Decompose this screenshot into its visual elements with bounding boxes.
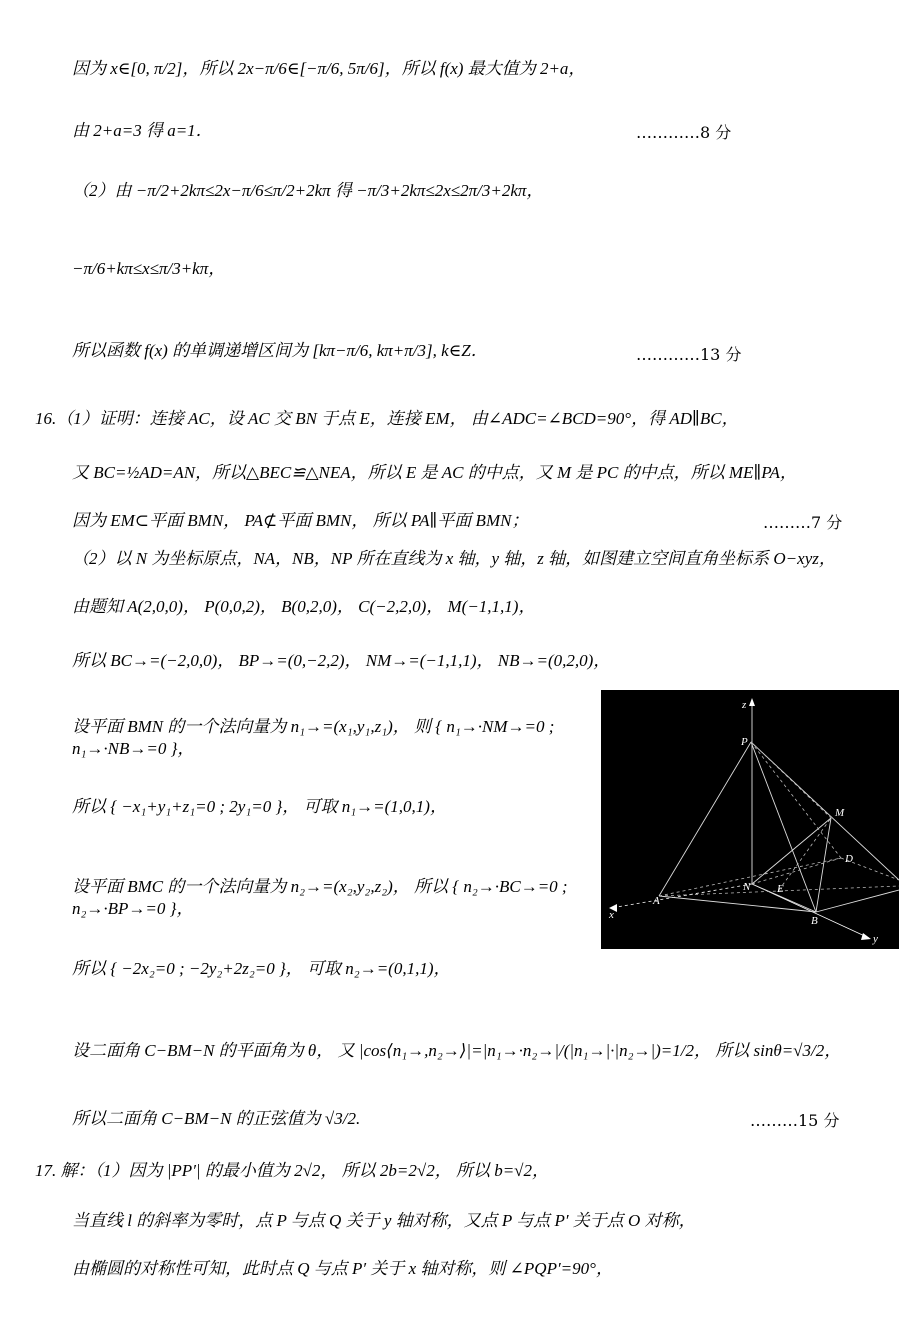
line-7: 又 BC=½AD=AN，所以△BEC≌△NEA，所以 E 是 AC 的中点，又 M 是 PC 的中点，所以 ME∥PA， — [72, 463, 797, 482]
edge-MN — [752, 818, 831, 884]
score-13: …………13 分 — [636, 345, 742, 364]
score-7: ………7 分 — [763, 513, 843, 532]
line-12: 设平面 BMN 的一个法向量为 n₁→=(x₁,y₁,z₁)， 则 { n₁→·NM→=0 ; n₁→·NB→=0 }， — [72, 717, 555, 758]
line-20: 由椭圆的对称性可知，此时点 Q 与点 P′ 关于 x 轴对称，则 ∠PQP′=90°， — [72, 1259, 613, 1278]
label-P: P — [741, 736, 748, 748]
line-17: 所以二面角 C−BM−N 的正弦值为 √3/2. — [72, 1109, 361, 1128]
line-5: 所以函数 f(x) 的单调递增区间为 [kπ−π/6, kπ+π/3], k∈Z． — [72, 341, 488, 360]
label-M: M — [835, 807, 845, 819]
line-6: 16.（1）证明：连接 AC，设 AC 交 BN 于点 E，连接 EM， 由∠ADC=∠BCD=90°，得 AD∥BC， — [35, 409, 739, 428]
line-16: 设二面角 C−BM−N 的平面角为 θ， 又 |cos⟨n₁→,n₂→⟩|=|n₁→·n₂→|/(|n₁→|·|n₂→|)=1/2， 所以 sinθ=√3/2， — [72, 1041, 842, 1060]
label-x: x — [609, 909, 614, 921]
label-E: E — [777, 883, 784, 895]
label-A: A — [653, 895, 660, 907]
line-3: （2）由 −π/2+2kπ≤2x−π/6≤π/2+2kπ 得 −π/3+2kπ≤2x≤2π/3+2kπ， — [72, 181, 544, 200]
label-D: D — [845, 853, 853, 865]
edge-EM — [779, 818, 831, 890]
line-18: 17. 解：（1）因为 |PP′| 的最小值为 2√2， 所以 2b=2√2， 所以 b=√2， — [35, 1161, 550, 1180]
line-13: 所以 { −x₁+y₁+z₁=0 ; 2y₁=0 }， 可取 n₁→=(1,0,1)， — [72, 797, 447, 816]
label-N: N — [743, 881, 751, 893]
line-14: 设平面 BMC 的一个法向量为 n₂→=(x₂,y₂,z₂)， 所以 { n₂→·BC→=0 ; n₂→·BP→=0 }， — [72, 877, 568, 918]
z-arrow — [749, 698, 755, 706]
line-8: 因为 EM⊂平面 BMN， PA⊄平面 BMN， 所以 PA∥平面 BMN； — [72, 511, 529, 530]
figure-svg — [601, 690, 899, 949]
x-axis — [611, 884, 752, 908]
label-z: z — [742, 699, 747, 711]
line-11: 所以 BC→=(−2,0,0)， BP→=(0,−2,2)， NM→=(−1,1,1)， NB→=(0,2,0)， — [72, 651, 611, 670]
geometry-figure — [601, 690, 899, 949]
line-19: 当直线 l 的斜率为零时，点 P 与点 Q 关于 y 轴对称，又点 P 与点 P′ 关于点 O 对称， — [72, 1211, 696, 1230]
y-arrow — [861, 933, 871, 940]
score-8: …………8 分 — [636, 123, 732, 142]
label-B: B — [811, 915, 818, 927]
line-9: （2）以 N 为坐标原点，NA，NB，NP 所在直线为 x 轴，y 轴，z 轴，如图建立空间直角坐标系 O−xyz， — [72, 549, 836, 568]
edge-BC — [816, 890, 899, 912]
edge-AB — [659, 896, 816, 912]
edge-NB — [752, 884, 816, 912]
line-10: 由题知 A(2,0,0)， P(0,0,2)， B(0,2,0)， C(−2,2,0)， M(−1,1,1)， — [72, 597, 536, 616]
line-4: −π/6+kπ≤x≤π/3+kπ， — [72, 259, 226, 278]
line-1: 因为 x∈[0, π/2]，所以 2x−π/6∈[−π/6, 5π/6]，所以 f(x) 最大值为 2+a， — [72, 59, 586, 78]
score-15: ………15 分 — [750, 1111, 840, 1130]
edge-PA — [659, 742, 751, 896]
line-2: 由 2+a=3 得 a=1． — [72, 121, 213, 140]
label-y: y — [873, 933, 878, 945]
line-15: 所以 { −2x₂=0 ; −2y₂+2z₂=0 }， 可取 n₂→=(0,1,1)， — [72, 959, 451, 978]
